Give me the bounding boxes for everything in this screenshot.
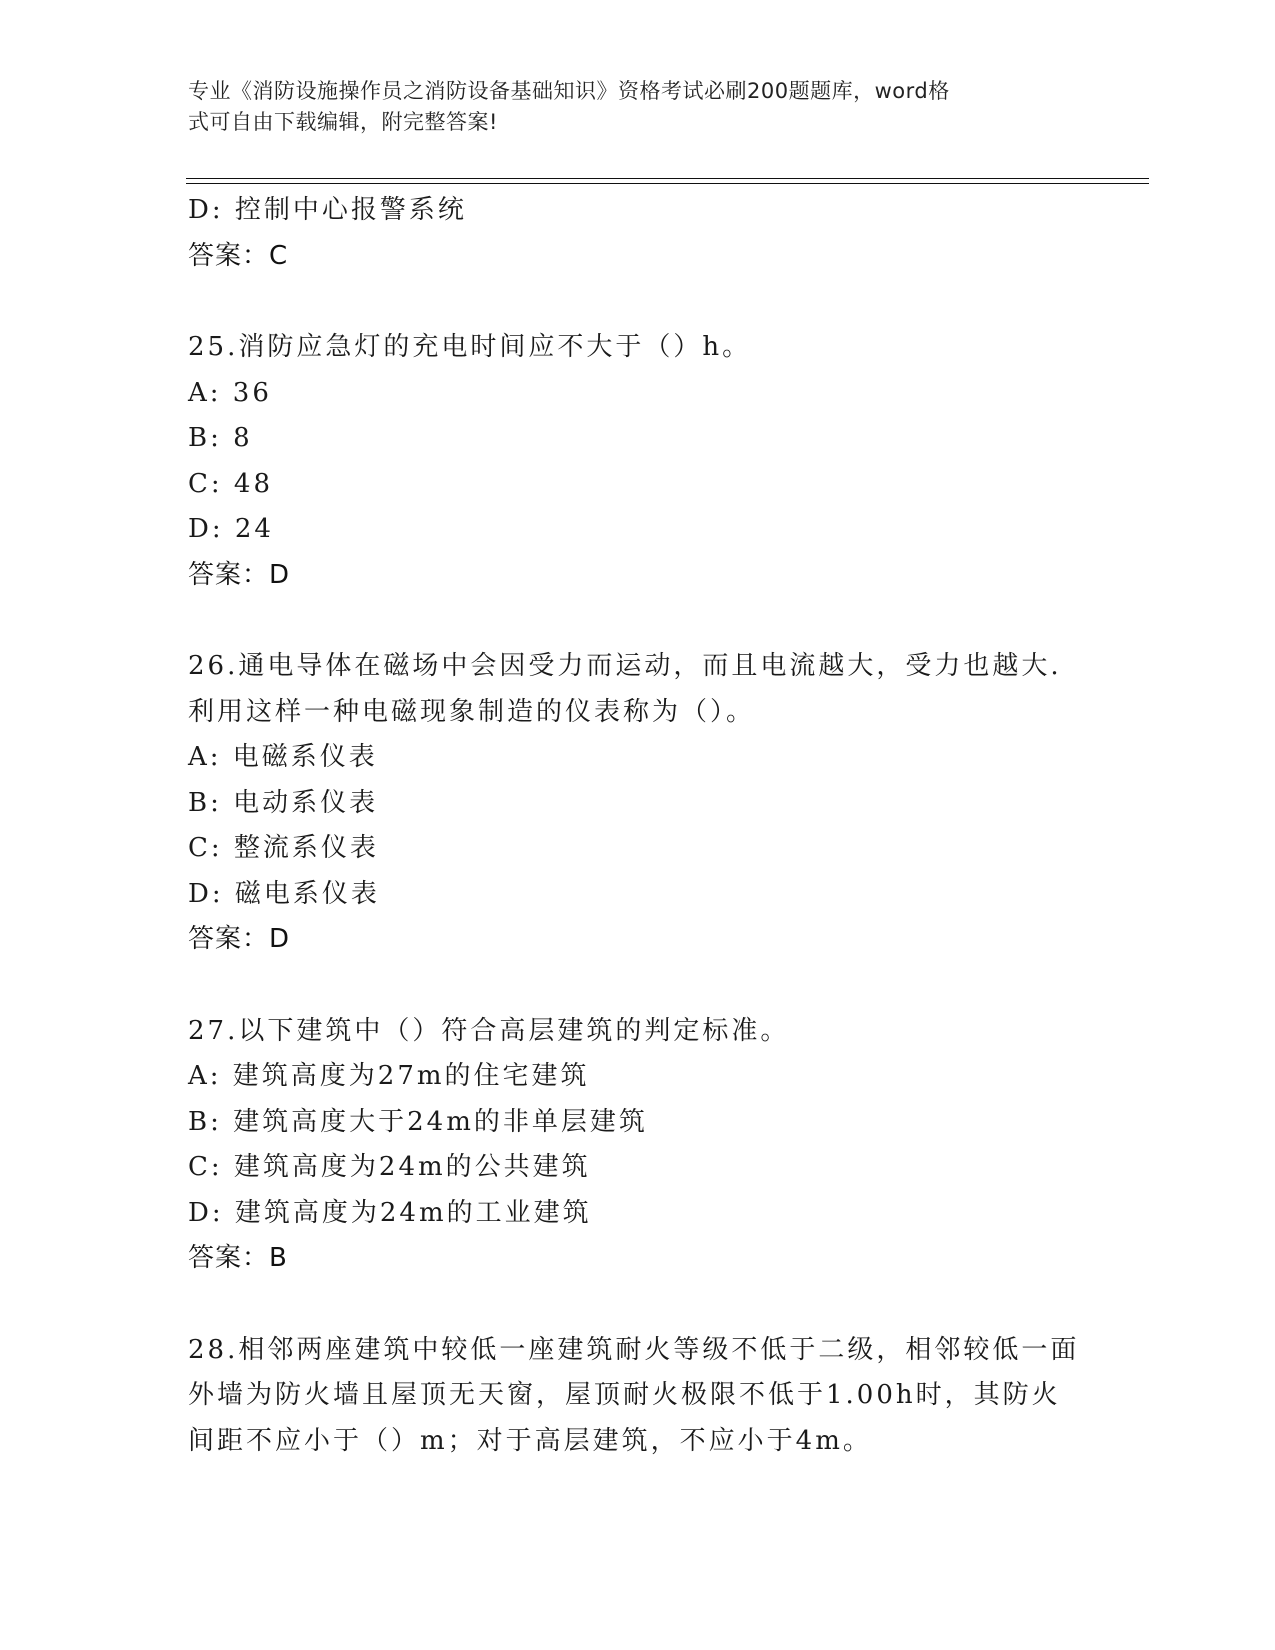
question-stem: 25.消防应急灯的充电时间应不大于（）h。 [188,332,752,362]
question-stem-line-2: 利用这样一种电磁现象制造的仪表称为（）。 [188,696,756,727]
question-28 [188,1328,1108,1465]
option-c: C: 建筑高度为24m的公共建筑 [188,1152,591,1182]
prev-question-answer: 答案：C [188,240,289,271]
question-stem-line-1: 28.相邻两座建筑中较低一座建筑耐火等级不低于二级，相邻较低一面 [188,1334,1080,1365]
spacer [188,598,1108,644]
header-line-2: 式可自由下载编辑，附完整答案! [188,110,498,134]
document-header [188,76,1068,138]
option-b: B: 建筑高度大于24m的非单层建筑 [188,1106,648,1137]
option-a: A: 电磁系仪表 [188,742,378,772]
option-c: C: 整流系仪表 [188,833,379,863]
prev-question-option-d: D: 控制中心报警系统 [188,195,467,225]
question-list [188,188,1108,1464]
question-27 [188,1009,1108,1282]
question-stem-line-1: 26.通电导体在磁场中会因受力而运动，而且电流越大，受力也越大. [188,651,1062,681]
header-line-1: 专业《消防设施操作员之消防设备基础知识》资格考试必刷200题题库，word格 [188,79,950,103]
option-c: C: 48 [188,468,274,499]
option-a: A: 建筑高度为27m的住宅建筑 [188,1061,590,1091]
question-stem-line-2: 外墙为防火墙且屋顶无天窗，屋顶耐火极限不低于1.00h时，其防火 [188,1380,1061,1410]
answer: 答案：B [188,1243,288,1273]
option-d: D: 建筑高度为24m的工业建筑 [188,1197,592,1228]
option-a: A: 36 [188,377,272,408]
question-26 [188,644,1108,963]
spacer [188,279,1108,325]
header-divider-bottom [186,183,1149,184]
spacer [188,1282,1108,1328]
question-25 [188,325,1108,598]
option-d: D: 磁电系仪表 [188,878,380,909]
question-stem: 27.以下建筑中（）符合高层建筑的判定标准。 [188,1015,790,1046]
option-d: D: 24 [188,514,274,544]
spacer [188,963,1108,1009]
question-stem-line-3: 间距不应小于（）m；对于高层建筑，不应小于4m。 [188,1425,872,1456]
header-divider-top [186,178,1149,179]
answer: 答案：D [188,924,291,954]
option-b: B: 8 [188,423,253,453]
answer: 答案：D [188,559,291,590]
option-b: B: 电动系仪表 [188,787,379,818]
